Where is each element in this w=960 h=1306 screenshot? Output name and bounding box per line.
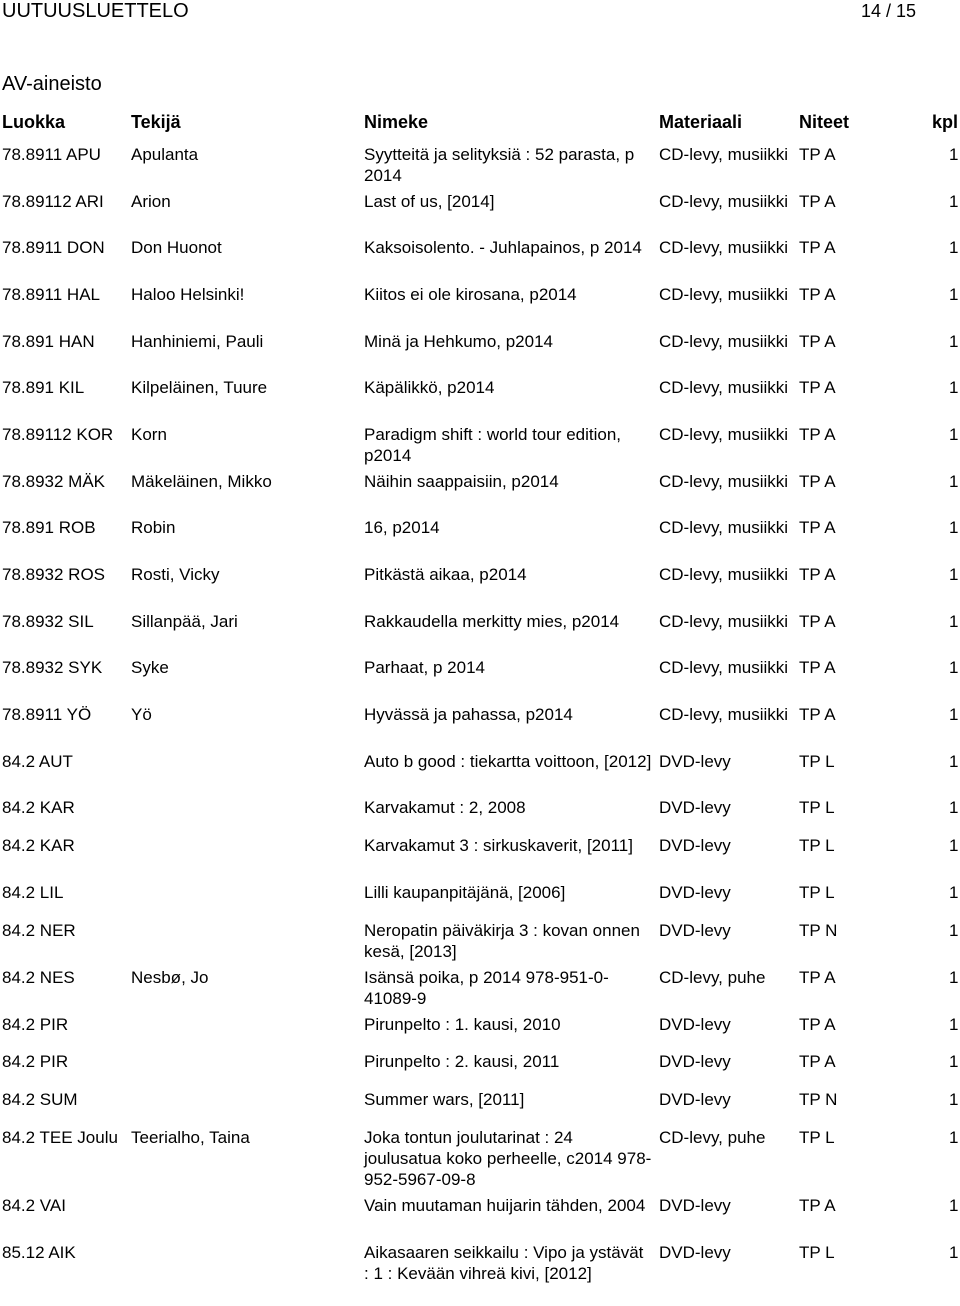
nimeke-cell: 16, p2014 <box>364 518 440 537</box>
niteet-cell: TP A <box>799 378 836 397</box>
materiaali-cell: DVD-levy <box>659 798 731 817</box>
kpl-cell: 1 <box>949 798 959 817</box>
luokka-cell: 84.2 TEE Joulu <box>2 1128 118 1147</box>
tekija-cell: Rosti, Vicky <box>131 565 220 584</box>
nimeke-cell: Kiitos ei ole kirosana, p2014 <box>364 285 577 304</box>
nimeke-cell: Aikasaaren seikkailu : Vipo ja ystävät : 1 : Kevään vihreä kivi, [2012] <box>364 1243 644 1283</box>
materiaali-cell: CD-levy, musiikki <box>659 192 789 211</box>
nimeke-cell: Pirunpelto : 2. kausi, 2011 <box>364 1052 560 1071</box>
kpl-cell: 1 <box>949 192 959 211</box>
nimeke-cell: Paradigm shift : world tour edition, p2014 <box>364 425 622 465</box>
tekija-cell: Syke <box>131 658 169 677</box>
niteet-cell: TP A <box>799 1052 836 1071</box>
nimeke-cell: Parhaat, p 2014 <box>364 658 485 677</box>
tekija-cell: Hanhiniemi, Pauli <box>131 332 264 351</box>
materiaali-cell: DVD-levy <box>659 1090 731 1109</box>
materiaali-cell: CD-levy, musiikki <box>659 518 789 537</box>
materiaali-cell: CD-levy, musiikki <box>659 705 789 724</box>
kpl-cell: 1 <box>949 332 959 351</box>
materiaali-cell: CD-levy, musiikki <box>659 378 789 397</box>
luokka-cell: 78.8911 DON <box>2 238 105 257</box>
niteet-cell: TP A <box>799 1015 836 1034</box>
column-header-kpl: kpl <box>932 112 959 132</box>
niteet-cell: TP A <box>799 1196 836 1215</box>
materiaali-cell: CD-levy, musiikki <box>659 472 789 491</box>
materiaali-cell: DVD-levy <box>659 836 731 855</box>
tekija-cell: Sillanpää, Jari <box>131 612 238 631</box>
niteet-cell: TP L <box>799 752 835 771</box>
luokka-cell: 78.8932 MÄK <box>2 472 106 491</box>
kpl-cell: 1 <box>949 285 959 304</box>
nimeke-cell: Last of us, [2014] <box>364 192 495 211</box>
kpl-cell: 1 <box>949 1015 959 1034</box>
niteet-cell: TP A <box>799 705 836 724</box>
luokka-cell: 78.8932 ROS <box>2 565 106 584</box>
nimeke-cell: Isänsä poika, p 2014 978-951-0-41089-9 <box>364 968 609 1008</box>
tekija-cell: Haloo Helsinki! <box>131 285 245 304</box>
materiaali-cell: CD-levy, musiikki <box>659 285 789 304</box>
luokka-cell: 84.2 NES <box>2 968 75 987</box>
kpl-cell: 1 <box>949 1128 959 1147</box>
kpl-cell: 1 <box>949 658 959 677</box>
luokka-cell: 78.89112 ARI <box>2 192 104 211</box>
materiaali-cell: DVD-levy <box>659 883 731 902</box>
materiaali-cell: CD-levy, musiikki <box>659 145 789 164</box>
luokka-cell: 84.2 NER <box>2 921 76 940</box>
niteet-cell: TP A <box>799 192 836 211</box>
nimeke-cell: Rakkaudella merkitty mies, p2014 <box>364 612 620 631</box>
luokka-cell: 84.2 VAI <box>2 1196 66 1215</box>
tekija-cell: Mäkeläinen, Mikko <box>131 472 272 491</box>
luokka-cell: 84.2 PIR <box>2 1052 69 1071</box>
tekija-cell: Apulanta <box>131 145 199 164</box>
niteet-cell: TP A <box>799 285 836 304</box>
tekija-cell: Teerialho, Taina <box>131 1128 250 1147</box>
tekija-cell: Don Huonot <box>131 238 222 257</box>
niteet-cell: TP A <box>799 565 836 584</box>
luokka-cell: 78.8932 SYK <box>2 658 103 677</box>
niteet-cell: TP L <box>799 1243 835 1262</box>
materiaali-cell: DVD-levy <box>659 921 731 940</box>
materiaali-cell: CD-levy, musiikki <box>659 425 789 444</box>
column-header-tekija: Tekijä <box>131 112 181 132</box>
materiaali-cell: DVD-levy <box>659 752 731 771</box>
kpl-cell: 1 <box>949 968 959 987</box>
tekija-cell: Kilpeläinen, Tuure <box>131 378 268 397</box>
column-header-luokka: Luokka <box>2 112 66 132</box>
kpl-cell: 1 <box>949 1090 959 1109</box>
luokka-cell: 85.12 AIK <box>2 1243 76 1262</box>
niteet-cell: TP A <box>799 238 836 257</box>
luokka-cell: 84.2 SUM <box>2 1090 78 1109</box>
nimeke-cell: Auto b good : tiekartta voittoon, [2012] <box>364 752 652 771</box>
page-number: 14 / 15 <box>860 1 916 21</box>
nimeke-cell: Lilli kaupanpitäjänä, [2006] <box>364 883 566 902</box>
materiaali-cell: DVD-levy <box>659 1015 731 1034</box>
kpl-cell: 1 <box>949 1052 959 1071</box>
kpl-cell: 1 <box>949 472 959 491</box>
luokka-cell: 84.2 KAR <box>2 836 75 855</box>
materiaali-cell: CD-levy, musiikki <box>659 238 789 257</box>
nimeke-cell: Käpälikkö, p2014 <box>364 378 495 397</box>
nimeke-cell: Vain muutaman huijarin tähden, 2004 <box>364 1196 646 1215</box>
kpl-cell: 1 <box>949 752 959 771</box>
nimeke-cell: Minä ja Hehkumo, p2014 <box>364 332 554 351</box>
luokka-cell: 78.8911 APU <box>2 145 101 164</box>
luokka-cell: 78.891 KIL <box>2 378 85 397</box>
niteet-cell: TP A <box>799 968 836 987</box>
nimeke-cell: Syytteitä ja selityksiä : 52 parasta, p 2014 <box>364 145 635 185</box>
column-header-niteet: Niteet <box>799 112 850 132</box>
nimeke-cell: Näihin saappaisiin, p2014 <box>364 472 559 491</box>
luokka-cell: 78.89112 KOR <box>2 425 114 444</box>
tekija-cell: Robin <box>131 518 176 537</box>
materiaali-cell: DVD-levy <box>659 1196 731 1215</box>
luokka-cell: 78.8911 HAL <box>2 285 100 304</box>
luokka-cell: 84.2 AUT <box>2 752 73 771</box>
tekija-cell: Arion <box>131 192 171 211</box>
niteet-cell: TP N <box>799 1090 838 1109</box>
materiaali-cell: CD-levy, musiikki <box>659 658 789 677</box>
kpl-cell: 1 <box>949 238 959 257</box>
niteet-cell: TP A <box>799 425 836 444</box>
kpl-cell: 1 <box>949 1196 959 1215</box>
tekija-cell: Korn <box>131 425 167 444</box>
kpl-cell: 1 <box>949 425 959 444</box>
nimeke-cell: Karvakamut : 2, 2008 <box>364 798 526 817</box>
tekija-cell: Nesbø, Jo <box>131 968 209 987</box>
kpl-cell: 1 <box>949 1243 959 1262</box>
materiaali-cell: CD-levy, puhe <box>659 968 766 987</box>
niteet-cell: TP N <box>799 921 838 940</box>
materiaali-cell: CD-levy, musiikki <box>659 612 789 631</box>
luokka-cell: 78.891 HAN <box>2 332 95 351</box>
tekija-cell: Yö <box>131 705 152 724</box>
kpl-cell: 1 <box>949 378 959 397</box>
niteet-cell: TP A <box>799 658 836 677</box>
materiaali-cell: CD-levy, puhe <box>659 1128 766 1147</box>
niteet-cell: TP L <box>799 798 835 817</box>
kpl-cell: 1 <box>949 565 959 584</box>
nimeke-cell: Neropatin päiväkirja 3 : kovan onnen kesä, [2013] <box>364 921 640 961</box>
niteet-cell: TP A <box>799 145 836 164</box>
kpl-cell: 1 <box>949 921 959 940</box>
kpl-cell: 1 <box>949 612 959 631</box>
header-title: UUTUUSLUETTELO <box>2 0 189 22</box>
niteet-cell: TP A <box>799 332 836 351</box>
kpl-cell: 1 <box>949 836 959 855</box>
materiaali-cell: DVD-levy <box>659 1052 731 1071</box>
nimeke-cell: Pirunpelto : 1. kausi, 2010 <box>364 1015 561 1034</box>
section-title: AV-aineisto <box>2 73 102 95</box>
niteet-cell: TP L <box>799 836 835 855</box>
luokka-cell: 84.2 PIR <box>2 1015 69 1034</box>
luokka-cell: 78.8911 YÖ <box>2 705 92 724</box>
niteet-cell: TP A <box>799 612 836 631</box>
niteet-cell: TP A <box>799 472 836 491</box>
nimeke-cell: Hyvässä ja pahassa, p2014 <box>364 705 573 724</box>
luokka-cell: 78.891 ROB <box>2 518 96 537</box>
kpl-cell: 1 <box>949 518 959 537</box>
kpl-cell: 1 <box>949 883 959 902</box>
materiaali-cell: CD-levy, musiikki <box>659 332 789 351</box>
column-header-materiaali: Materiaali <box>659 112 743 132</box>
luokka-cell: 84.2 KAR <box>2 798 75 817</box>
column-header-nimeke: Nimeke <box>364 112 429 132</box>
niteet-cell: TP L <box>799 1128 835 1147</box>
nimeke-cell: Karvakamut 3 : sirkuskaverit, [2011] <box>364 836 633 855</box>
materiaali-cell: CD-levy, musiikki <box>659 565 789 584</box>
luokka-cell: 78.8932 SIL <box>2 612 94 631</box>
niteet-cell: TP A <box>799 518 836 537</box>
kpl-cell: 1 <box>949 145 959 164</box>
nimeke-cell: Pitkästä aikaa, p2014 <box>364 565 527 584</box>
kpl-cell: 1 <box>949 705 959 724</box>
luokka-cell: 84.2 LIL <box>2 883 64 902</box>
nimeke-cell: Summer wars, [2011] <box>364 1090 525 1109</box>
nimeke-cell: Kaksoisolento. - Juhlapainos, p 2014 <box>364 238 642 257</box>
materiaali-cell: DVD-levy <box>659 1243 731 1262</box>
niteet-cell: TP L <box>799 883 835 902</box>
nimeke-cell: Joka tontun joulutarinat : 24 joulusatua koko perheelle, c2014 978-952-5967-09-8 <box>364 1128 652 1189</box>
